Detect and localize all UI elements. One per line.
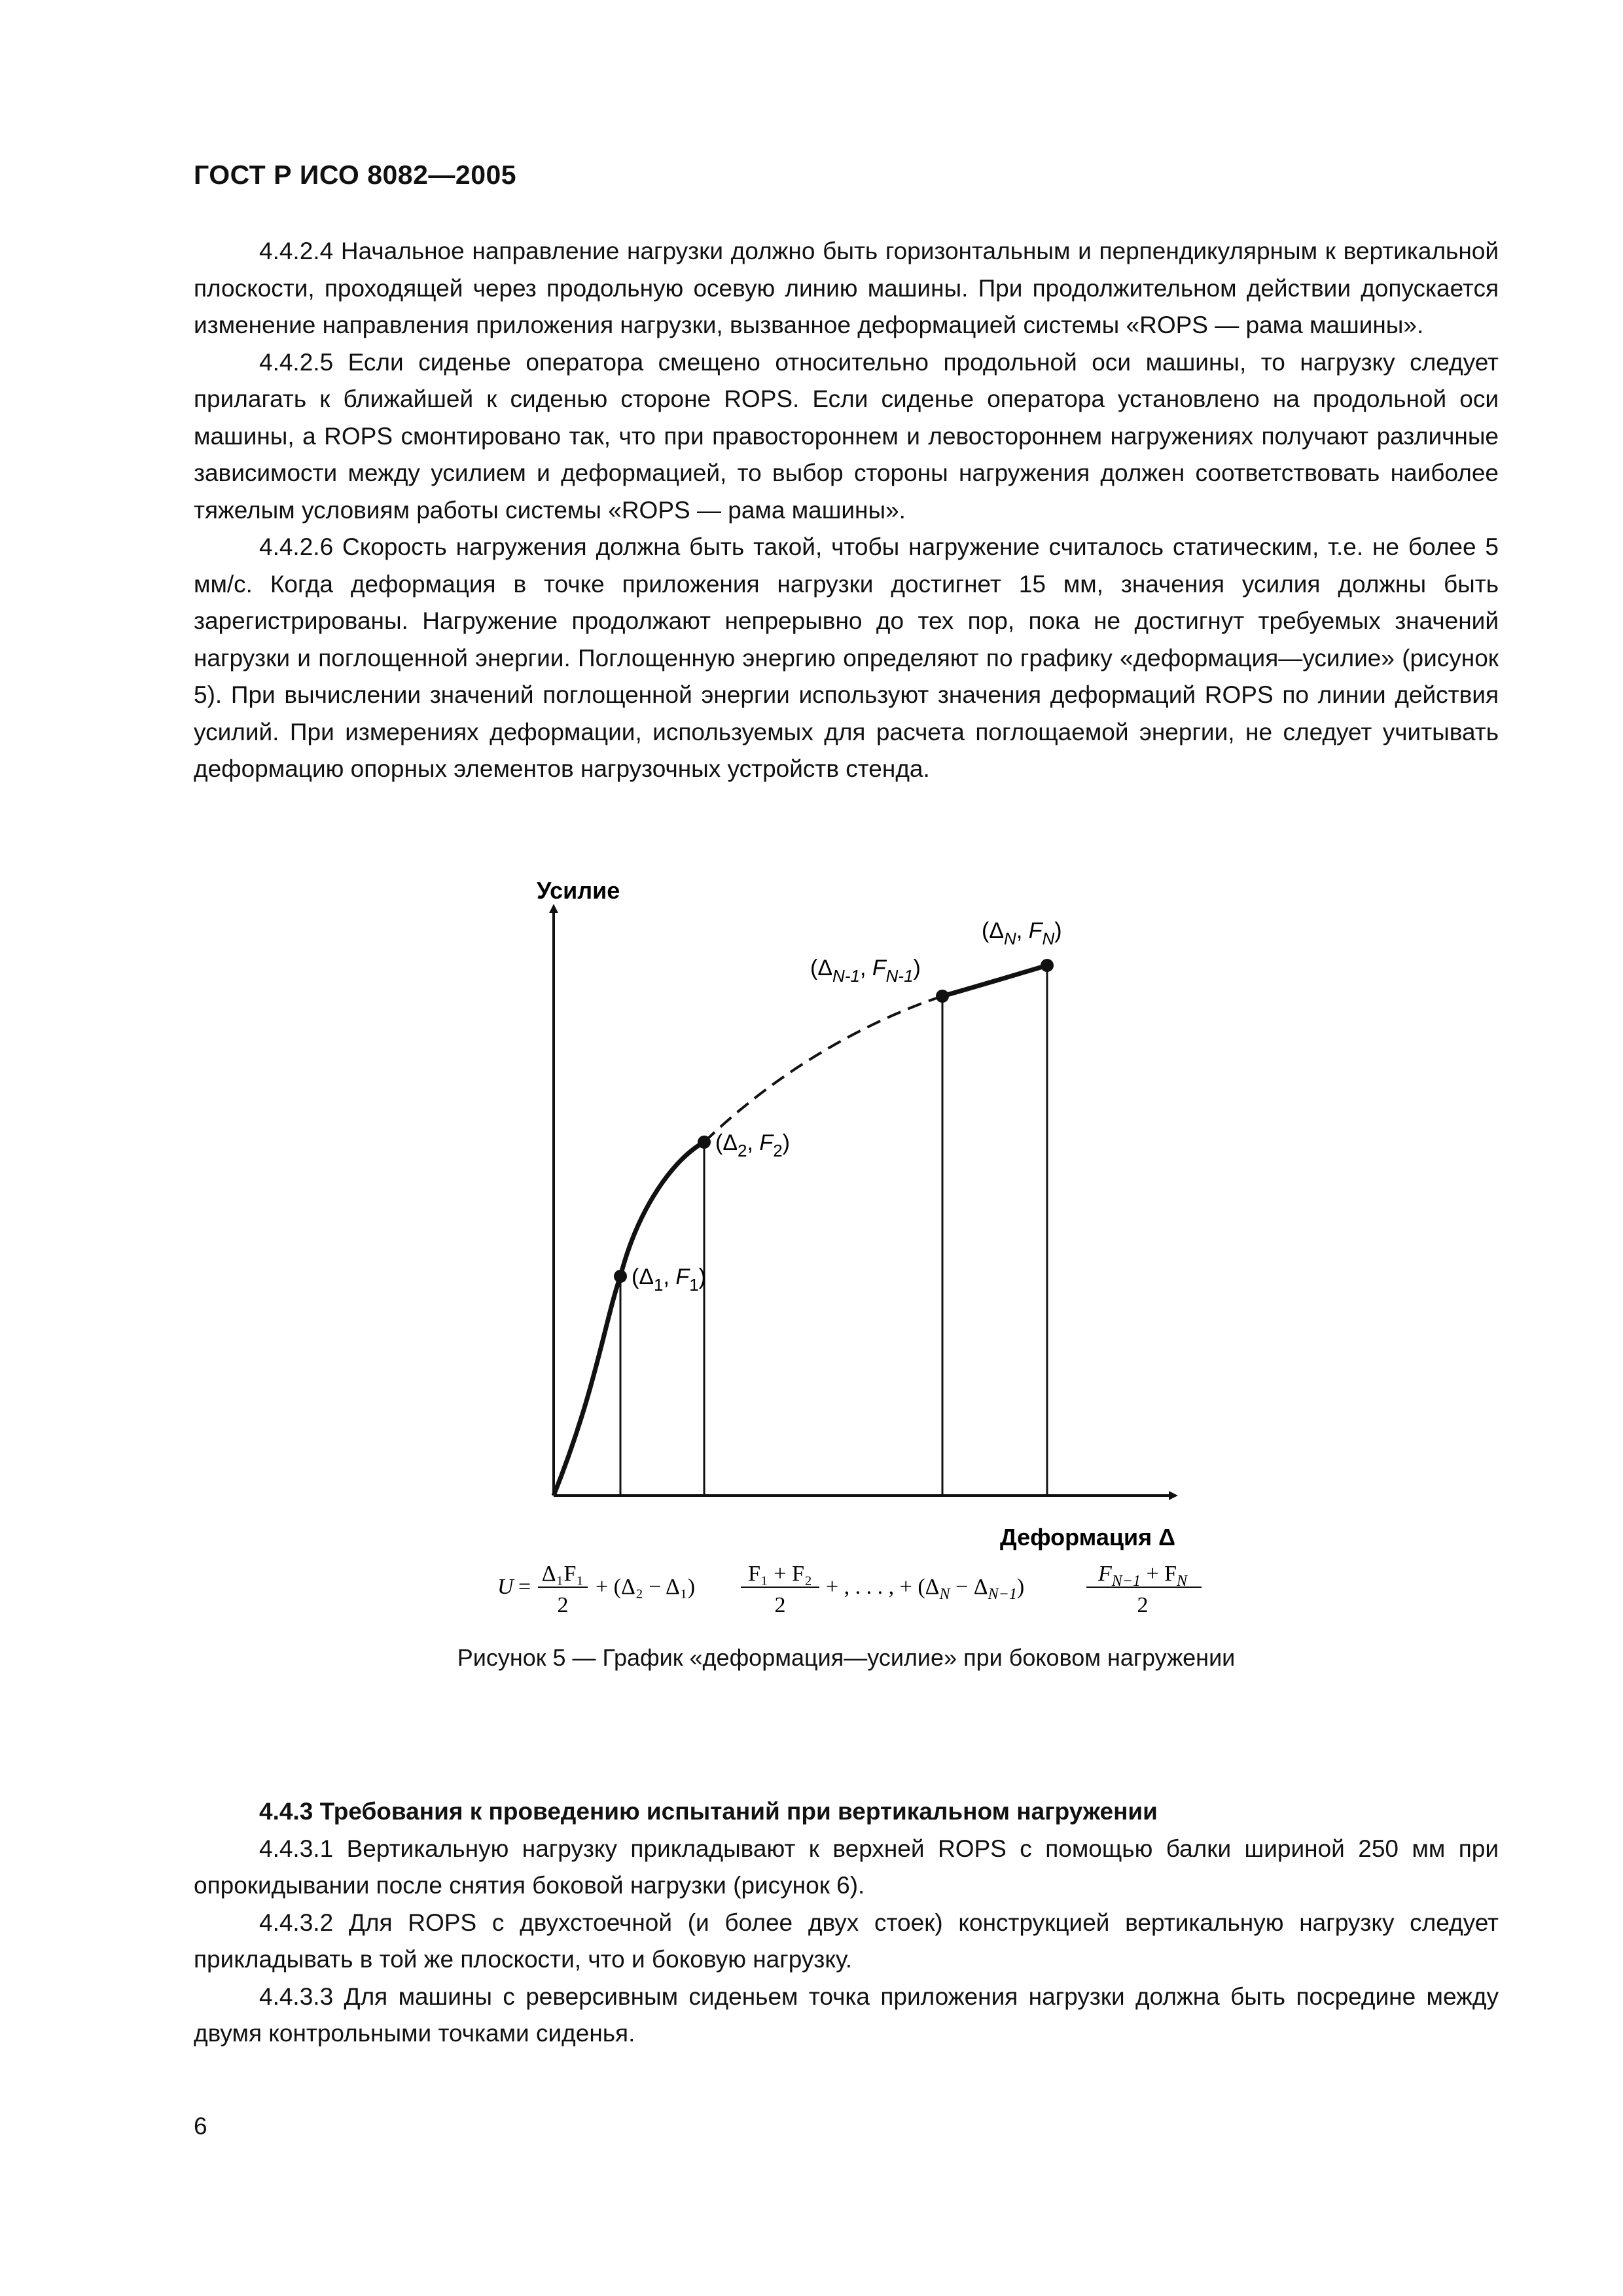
section-4-4-2-text xyxy=(194,233,1499,788)
figure-caption: Рисунок 5 — График «деформация—усилие» при боковом нагружении xyxy=(457,1644,1236,1671)
paragraph-4-4-3-2: 4.4.3.2 Для ROPS с двухстоечной (и более двух стоек) конструкцией вертикальную нагрузку следует прикладывать в той же плоскости, что и боковую нагрузку. xyxy=(194,1909,1499,1973)
energy-formula xyxy=(497,1554,1217,1653)
label-point-2: ($\Delta_2$, $F_2$) xyxy=(715,1130,790,1160)
paragraph-4-4-3-3: 4.4.3.3 Для машины с реверсивным сиденьем точка приложения нагрузки должна быть посредине между двумя контрольными точками сиденья. xyxy=(194,1982,1499,2047)
paragraph-4-4-2-5: 4.4.2.5 Если сиденье оператора смещено относительно продольной оси машины, то нагрузку следует прилагать к ближайшей к сиденью стороне ROPS. Если сиденье оператора установлено на продольной оси машины, а ROPS смонтировано так, что при правостороннем и левостороннем нагружениях получают различные зависимости между усилием и деформацией, то выбор стороны нагружения должен соответствовать наиболее тяжелым условиям работы системы «ROPS — рама машины». xyxy=(194,348,1499,524)
point-1 xyxy=(614,1270,627,1283)
point-n-1 xyxy=(936,990,949,1003)
section-4-4-3-text xyxy=(194,1793,1499,2053)
document-header: ГОСТ Р ИСО 8082—2005 xyxy=(194,160,517,190)
formula-term3-den: 2 xyxy=(1137,1593,1149,1617)
paragraph-4-4-2-6: 4.4.2.6 Скорость нагружения должна быть такой, чтобы нагружение считалось статическим, т.е. не более 5 мм/с. Когда деформация в точке приложения нагрузки достигнет 15 мм, значения усилия должны быть зарегистрированы. Нагружение продолжают непрерывно до тех пор, пока не достигнут требуемых значений нагрузки и поглощенной энергии. Поглощенную энергию определяют по графику «деформация—усилие» (рисунок 5). При вычислении значений поглощенной энергии используют значения деформаций ROPS по линии действия усилий. При измерениях деформации, используемых для расчета поглощаемой энергии, не следует учитывать деформацию опорных элементов нагрузочных устройств стенда. xyxy=(194,533,1499,782)
page-number: 6 xyxy=(194,2113,207,2140)
label-point-n: ($\Delta_N$, $F_N$) xyxy=(982,918,1062,948)
formula-term2-den: 2 xyxy=(774,1593,786,1617)
curve-dashed xyxy=(704,996,942,1142)
paragraph-4-4-3-1: 4.4.3.1 Вертикальную нагрузку прикладывают к верхней ROPS с помощью балки шириной 250 мм при опрокидывании после снятия боковой нагрузки (рисунок 6). xyxy=(194,1835,1499,1899)
label-point-1: ($\Delta_1$, $F_1$) xyxy=(632,1265,706,1295)
formula-term3-prefix: + , . . . , + $(\Delta_N - \Delta_{N-1})$ xyxy=(826,1575,1025,1603)
section-4-4-3-heading: 4.4.3 Требования к проведению испытаний при вертикальном нагружении xyxy=(259,1798,1158,1825)
point-n xyxy=(1041,959,1054,972)
label-point-n-1: ($\Delta_{N-1}$, $F_{N-1}$) xyxy=(810,956,921,986)
formula-term3-num: $F_{N-1} + F_N$ xyxy=(1097,1562,1188,1590)
x-axis-label: Деформация Δ xyxy=(1000,1524,1175,1551)
force-deformation-figure xyxy=(445,867,1309,1600)
formula-term2-prefix: + (Δ₂ − Δ₁) xyxy=(596,1575,696,1599)
formula-term2-num: F₁ + F₂ xyxy=(748,1562,812,1586)
formula-lhs: U xyxy=(497,1575,514,1599)
curve-solid-lower xyxy=(554,1142,704,1496)
formula-term1-num: Δ₁F₁ xyxy=(541,1562,584,1586)
point-2 xyxy=(698,1136,711,1149)
paragraph-4-4-2-4: 4.4.2.4 Начальное направление нагрузки должно быть горизонтальным и перпендикулярным к вертикальной плоскости, проходящей через продольную осевую линию машины. При продолжительном действии допускается изменение направления приложения нагрузки, вызванное деформацией системы «ROPS — рама машины». xyxy=(194,238,1499,338)
formula-term1-den: 2 xyxy=(557,1593,569,1617)
y-axis-label: Усилие xyxy=(537,877,620,904)
formula-equals: = xyxy=(518,1575,531,1599)
curve-solid-upper xyxy=(942,965,1047,996)
